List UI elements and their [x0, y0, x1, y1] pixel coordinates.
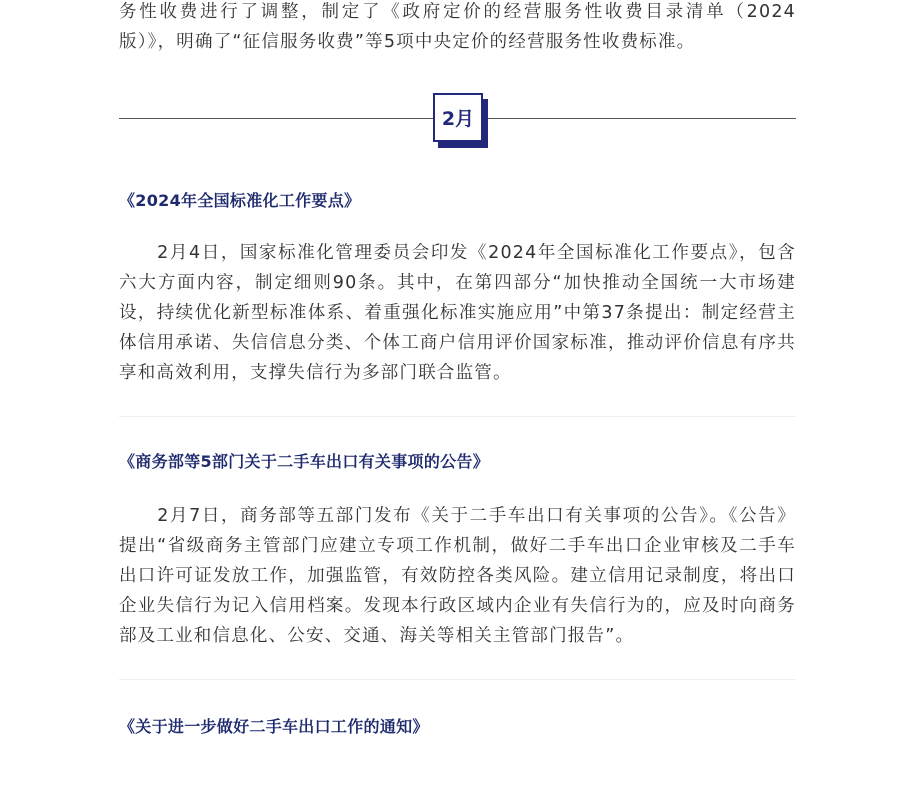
list-item — [119, 715, 796, 739]
month-badge — [433, 93, 483, 142]
item-title: 《商务部等5部门关于二手车出口有关事项的公告》 — [119, 452, 490, 471]
section-divider — [119, 416, 796, 417]
item-body: 2月7日，商务部等五部门发布《关于二手车出口有关事项的公告》。《公告》提出“省级商务主管部门应建立专项工作机制，做好二手车出口企业审核及二手车出口许可证发放工作，加强监管，有效防控各类风险。建立信用记录制度，将出口企业失信行为记入信用档案。发现本行政区域内企业有失信行为的，应及时向商务部及工业和信息化、公安、交通、海关等相关主管部门报告”。 — [119, 506, 796, 646]
list-item — [119, 189, 796, 388]
item-title: 《2024年全国标准化工作要点》 — [119, 191, 361, 210]
month-divider — [119, 93, 796, 155]
item-title: 《关于进一步做好二手车出口工作的通知》 — [119, 717, 429, 736]
intro-paragraph: 务性收费进行了调整，制定了《政府定价的经营服务性收费目录清单（2024版）》，明确了“征信服务收费”等5项中央定价的经营服务性收费标准。 — [119, 2, 796, 52]
article-content — [119, 0, 796, 739]
item-body: 2月4日，国家标准化管理委员会印发《2024年全国标准化工作要点》，包含六大方面内容，制定细则90条。其中，在第四部分“加快推动全国统一大市场建设，持续优化新型标准体系、着重强化标准实施应用”中第37条提出：制定经营主体信用承诺、失信信息分类、个体工商户信用评价国家标准，推动评价信息有序共享和高效利用，支撑失信行为多部门联合监管。 — [119, 243, 796, 383]
month-label: 2月 — [433, 93, 483, 142]
section-divider — [119, 679, 796, 680]
list-item — [119, 450, 796, 651]
